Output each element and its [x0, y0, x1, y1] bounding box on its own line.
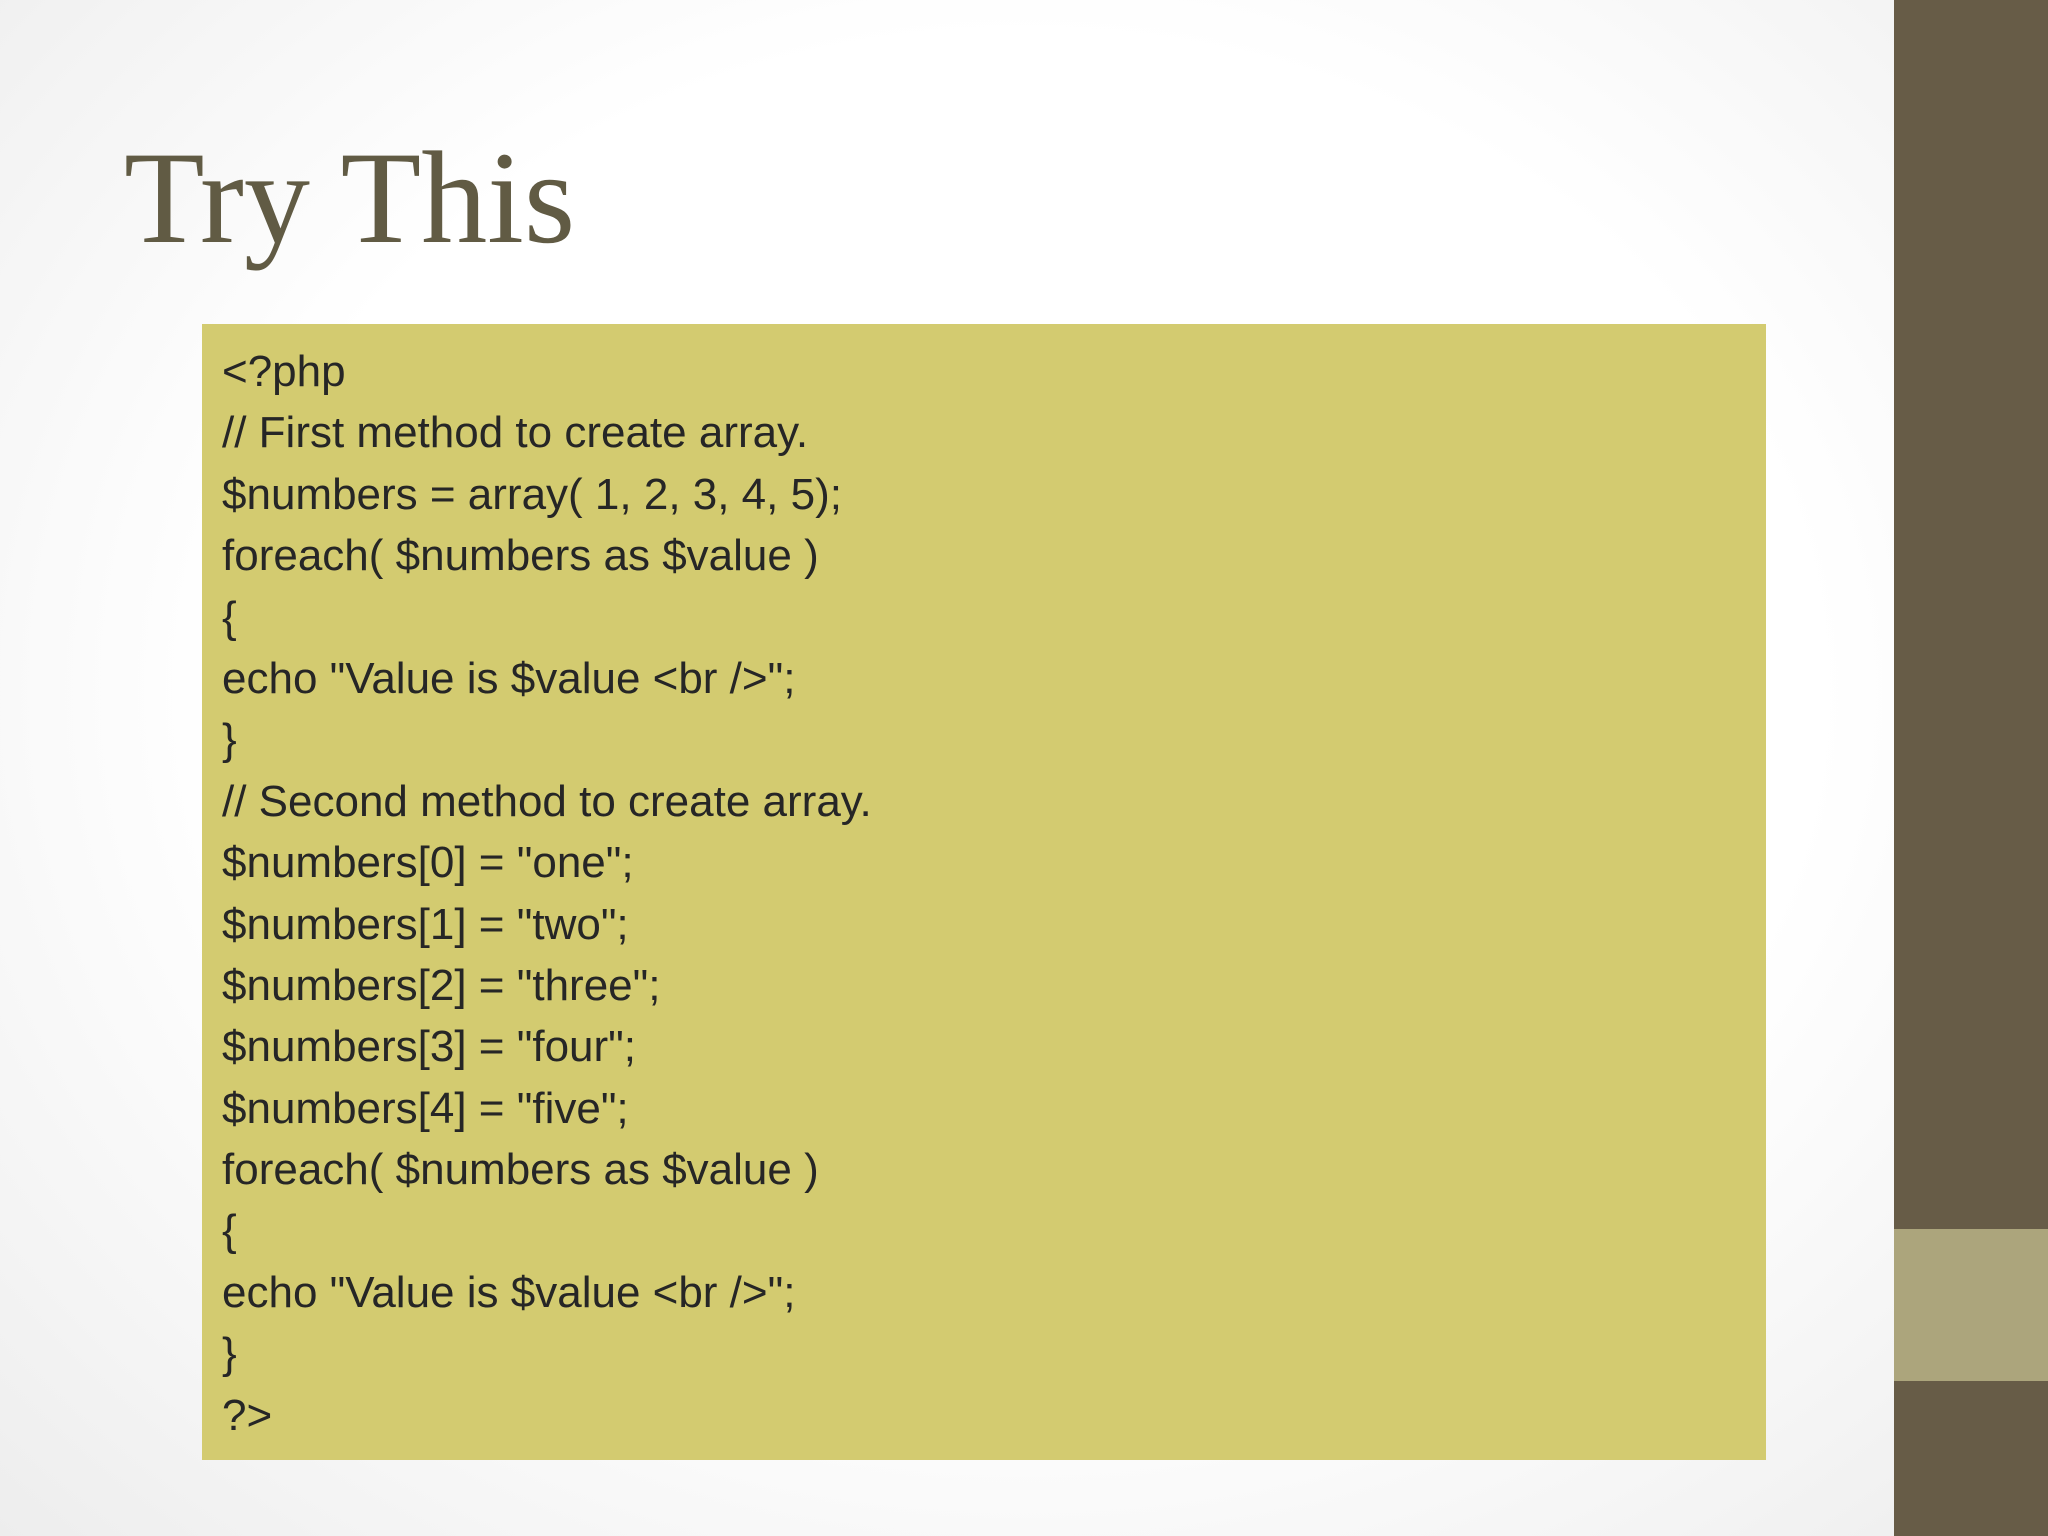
- code-block: [202, 324, 1766, 1460]
- code-line: ?>: [222, 1390, 273, 1440]
- code-line: $numbers[3] = "four";: [222, 1022, 637, 1072]
- code-line: foreach( $numbers as $value ): [222, 1145, 819, 1195]
- code-line: foreach( $numbers as $value ): [222, 531, 819, 581]
- slide-title: Try This: [124, 124, 576, 271]
- code-line: }: [222, 1329, 237, 1379]
- code-line: {: [222, 1206, 237, 1256]
- code-line: echo "Value is $value <br />";: [222, 653, 796, 703]
- decorative-sidebar-accent: [1894, 1229, 2048, 1381]
- code-line: // Second method to create array.: [222, 776, 872, 826]
- code-line: $numbers = array( 1, 2, 3, 4, 5);: [222, 469, 842, 519]
- code-line: echo "Value is $value <br />";: [222, 1267, 796, 1317]
- code-line: // First method to create array.: [222, 408, 809, 458]
- code-line: $numbers[4] = "five";: [222, 1083, 629, 1133]
- code-line: $numbers[2] = "three";: [222, 960, 661, 1010]
- code-line: }: [222, 715, 237, 765]
- code-line: {: [222, 592, 237, 642]
- code-line: $numbers[1] = "two";: [222, 899, 629, 949]
- code-line: $numbers[0] = "one";: [222, 838, 634, 888]
- code-line: <?php: [222, 347, 346, 396]
